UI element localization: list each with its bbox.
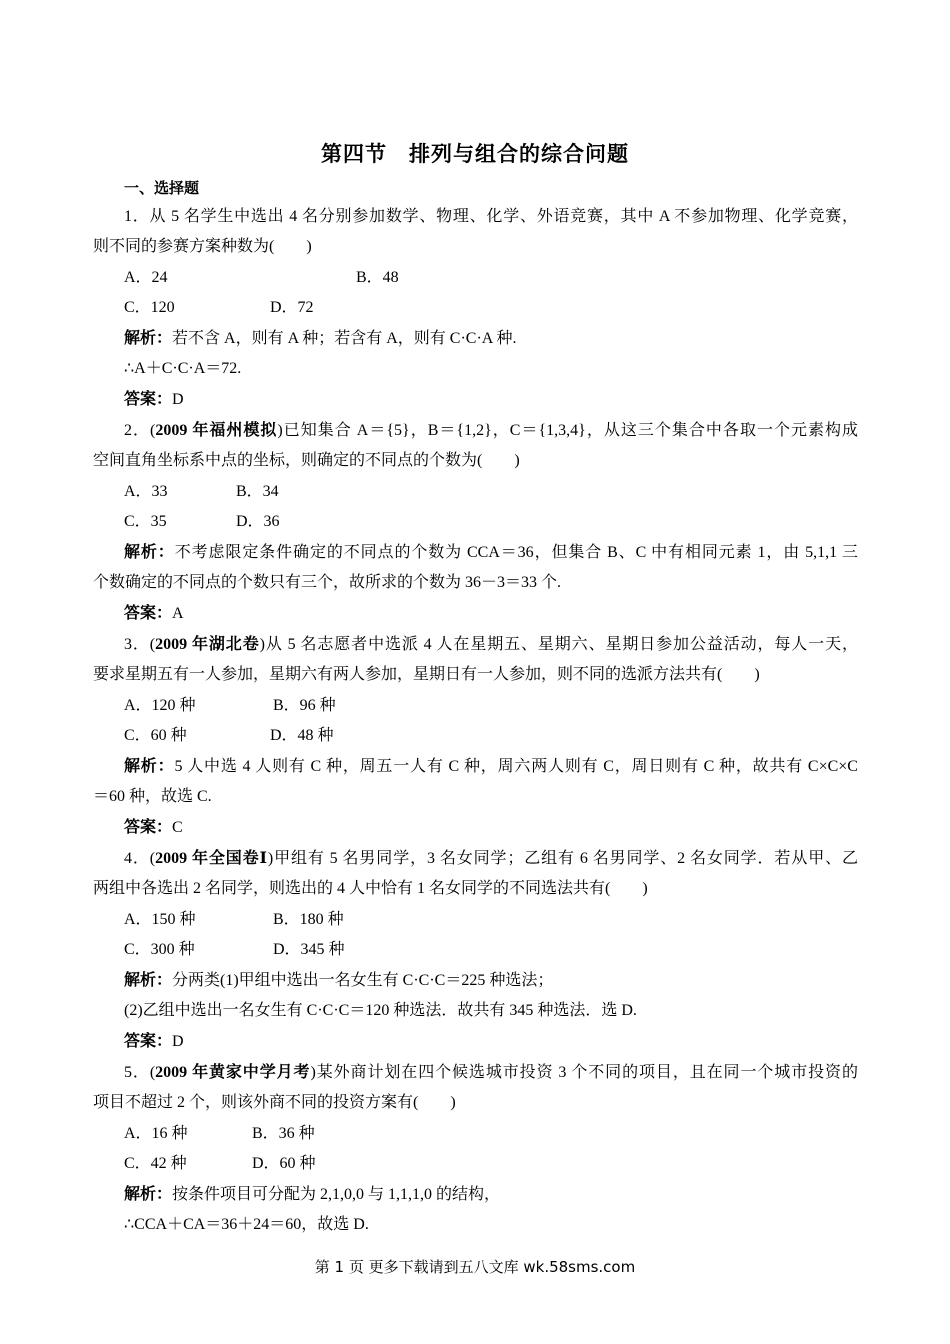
q5-stem-text: )某外商计划在四个候选城市投资 3 个不同的项目，且在同一个城市投资的 bbox=[310, 1064, 858, 1081]
q3-source: 2009 年湖北卷 bbox=[155, 636, 260, 653]
q5-source: 2009 年黄家中学月考 bbox=[155, 1064, 311, 1081]
q1-stem-line1: 1．从 5 名学生中选出 4 名分别参加数学、物理、化学、外语竞赛，其中 A 不参加物理、化学竞赛， bbox=[124, 208, 858, 225]
answer-value: C bbox=[172, 819, 183, 836]
q5-option-c: C．42 种 bbox=[124, 1155, 187, 1172]
q2-option-c: C．35 bbox=[124, 513, 167, 530]
q2-option-d: D．36 bbox=[236, 513, 280, 530]
q1-option-c: C．120 bbox=[124, 299, 175, 316]
q4-stem-text: )甲组有 5 名男同学，3 名女同学；乙组有 6 名男同学、2 名女同学．若从甲、乙 bbox=[267, 850, 858, 867]
analysis-text: 分两类(1)甲组中选出一名女生有 C·C·C＝225 种选法； bbox=[172, 972, 554, 989]
q4-option-a: A．150 种 bbox=[124, 911, 196, 928]
q5-analysis-line1 bbox=[124, 1184, 500, 1206]
analysis-text: 若不含 A，则有 A 种；若含有 A，则有 C·C·A 种. bbox=[172, 330, 517, 347]
q5-stem-line2: 项目不超过 2 个，则该外商不同的投资方案有( ) bbox=[93, 1094, 456, 1111]
answer-value: D bbox=[172, 1033, 184, 1050]
q3-option-a: A．120 种 bbox=[124, 697, 196, 714]
q5-analysis-line2: ∴CCA＋CA＝36＋24＝60，故选 D. bbox=[124, 1216, 369, 1233]
analysis-label: 解析： bbox=[124, 1186, 173, 1203]
analysis-label: 解析： bbox=[124, 330, 173, 347]
q3-answer bbox=[124, 817, 183, 839]
q4-number: 4．( bbox=[124, 850, 156, 867]
q5-option-d: D．60 种 bbox=[252, 1155, 316, 1172]
q4-option-c: C．300 种 bbox=[124, 941, 195, 958]
analysis-label: 解析： bbox=[124, 972, 173, 989]
answer-value: D bbox=[172, 391, 184, 408]
q3-option-c: C．60 种 bbox=[124, 727, 187, 744]
q2-source: 2009 年福州模拟 bbox=[155, 422, 278, 439]
q3-stem-line2: 要求星期五有一人参加，星期六有两人参加，星期日有一人参加，则不同的选派方法共有( ) bbox=[93, 666, 760, 683]
q1-analysis-line1 bbox=[124, 328, 516, 350]
q3-number: 3．( bbox=[124, 636, 156, 653]
answer-label: 答案： bbox=[124, 1033, 173, 1050]
q2-stem-line1 bbox=[124, 420, 858, 442]
q3-option-b: B．96 种 bbox=[273, 697, 336, 714]
q2-stem-text: )已知集合 A＝{5}，B＝{1,2}，C＝{1,3,4}，从这三个集合中各取一个元素构成 bbox=[277, 422, 858, 439]
analysis-text: 不考虑限定条件确定的不同点的个数为 CCA＝36，但集合 B、C 中有相同元素 1，由 5,1,1 三 bbox=[174, 544, 858, 561]
q5-option-b: B．36 种 bbox=[252, 1125, 315, 1142]
page-title: 第四节 排列与组合的综合问题 bbox=[321, 142, 629, 166]
analysis-label: 解析： bbox=[124, 758, 175, 775]
q1-option-a: A．24 bbox=[124, 269, 168, 286]
answer-label: 答案： bbox=[124, 605, 173, 622]
q2-analysis-line1 bbox=[124, 542, 858, 564]
q4-stem-line1 bbox=[124, 848, 858, 870]
q2-option-b: B．34 bbox=[236, 483, 279, 500]
q3-analysis-line2: ＝60 种，故选 C. bbox=[93, 788, 212, 805]
q2-number: 2．( bbox=[124, 422, 156, 439]
analysis-text: 按条件项目可分配为 2,1,0,0 与 1,1,1,0 的结构， bbox=[172, 1186, 501, 1203]
q4-answer bbox=[124, 1031, 184, 1053]
q4-option-d: D．345 种 bbox=[273, 941, 345, 958]
q3-option-d: D．48 种 bbox=[270, 727, 334, 744]
q5-number: 5．( bbox=[124, 1064, 156, 1081]
q1-analysis-line2: ∴A＋C·C·A＝72. bbox=[124, 360, 242, 377]
q4-stem-line2: 两组中各选出 2 名同学，则选出的 4 人中恰有 1 名女同学的不同选法共有( ) bbox=[93, 880, 648, 897]
q4-analysis-line2: (2)乙组中选出一名女生有 C·C·C＝120 种选法．故共有 345 种选法．选 D. bbox=[124, 1002, 637, 1019]
answer-label: 答案： bbox=[124, 819, 173, 836]
q5-stem-line1 bbox=[124, 1062, 858, 1084]
q1-option-b: B．48 bbox=[356, 269, 399, 286]
q2-option-a: A．33 bbox=[124, 483, 168, 500]
answer-value: A bbox=[172, 605, 184, 622]
q2-stem-line2: 空间直角坐标系中点的坐标，则确定的不同点的个数为( ) bbox=[93, 452, 520, 469]
q5-option-a: A．16 种 bbox=[124, 1125, 188, 1142]
q3-stem-text: )从 5 名志愿者中选派 4 人在星期五、星期六、星期日参加公益活动，每人一天， bbox=[259, 636, 858, 653]
q1-answer bbox=[124, 389, 184, 411]
q1-stem-line2: 则不同的参赛方案种数为( ) bbox=[93, 238, 312, 255]
q2-analysis-line2: 个数确定的不同点的个数只有三个，故所求的个数为 36－3＝33 个. bbox=[93, 574, 562, 591]
analysis-label: 解析： bbox=[124, 544, 175, 561]
q4-analysis-line1 bbox=[124, 970, 553, 992]
analysis-text: 5 人中选 4 人则有 C 种，周五一人有 C 种，周六两人则有 C，周日则有 C 种，故共有 C×C×C bbox=[174, 758, 858, 775]
q4-source: 2009 年全国卷Ⅰ bbox=[155, 850, 268, 867]
page-footer: 第 1 页 更多下载请到五八文库 wk.58sms.com bbox=[314, 1258, 636, 1276]
q3-analysis-line1 bbox=[124, 756, 858, 778]
answer-label: 答案： bbox=[124, 391, 173, 408]
q3-stem-line1 bbox=[124, 634, 858, 656]
q1-option-d: D．72 bbox=[270, 299, 314, 316]
q2-answer bbox=[124, 603, 184, 625]
q4-option-b: B．180 种 bbox=[273, 911, 344, 928]
section-heading: 一、选择题 bbox=[124, 179, 200, 197]
